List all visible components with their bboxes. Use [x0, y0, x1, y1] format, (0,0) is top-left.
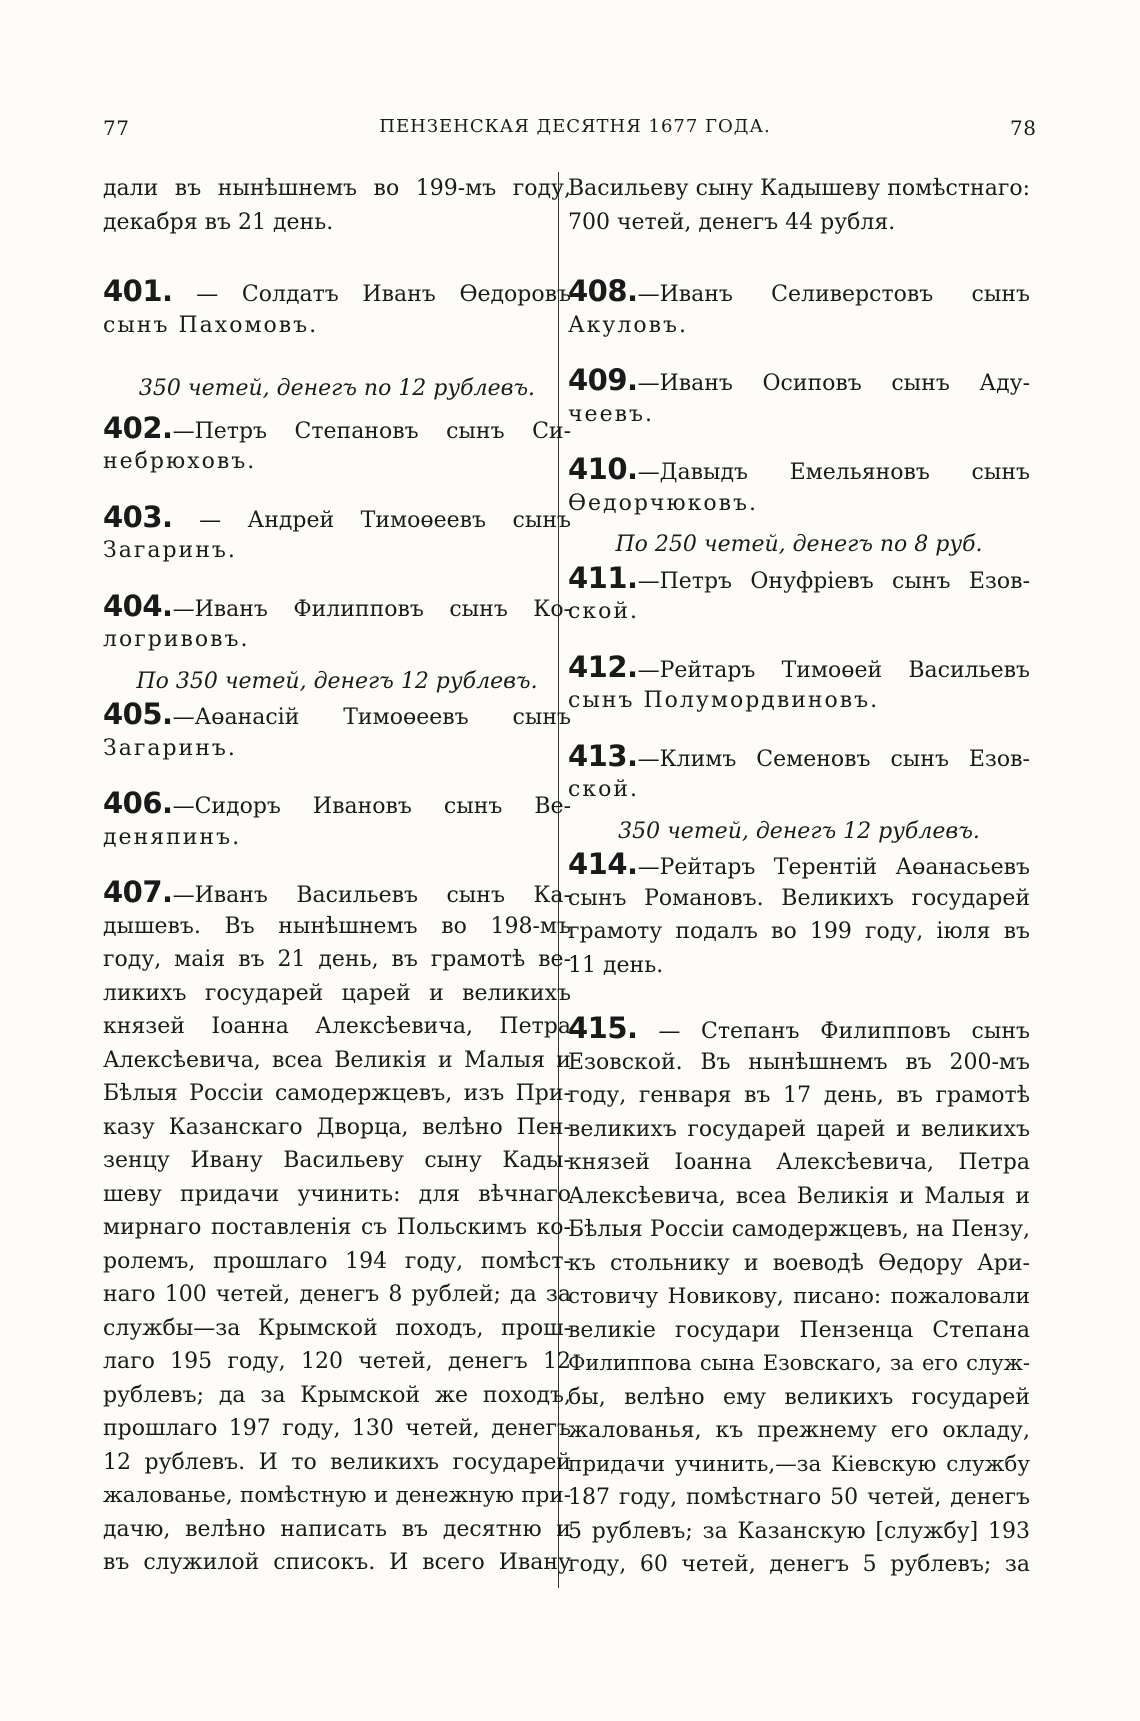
entry-text: грамоту подалъ во 199 году, іюля въ [568, 919, 1030, 944]
section-heading: По 350 четей, денегъ 12 рублевъ. [136, 668, 538, 694]
entry-text: логривовъ. [103, 627, 250, 652]
entry-text: Өедорчюковъ. [568, 490, 758, 516]
entry-412 [568, 651, 1030, 718]
entry-text: сынъ Полумордвиновъ. [568, 688, 880, 713]
entry-text: деняпинъ. [103, 824, 242, 850]
entry-text: къ стольнику и воеводѣ Өедору Ари- [568, 1250, 1030, 1276]
entry-number: 402. [103, 410, 173, 445]
entry-text: —Иванъ Филипповъ сынъ Ко- [172, 596, 571, 622]
entry-text: —Рейтаръ Терентій Аөанасьевъ [637, 855, 1030, 880]
entry-401 [103, 275, 571, 342]
entry-text: 187 году, помѣстнаго 50 четей, денегъ [568, 1485, 1030, 1510]
entry-text: ской. [568, 599, 639, 624]
left-column [103, 172, 571, 1580]
text-line: Васильеву сыну Кадышеву помѣстнаго: [568, 176, 1030, 201]
entry-number: 415. [568, 1011, 638, 1045]
entry-number: 405. [103, 697, 173, 731]
entry-text: князей Іоанна Алексѣевича, Петра [103, 1014, 571, 1039]
entry-text: Загаринъ. [103, 735, 237, 761]
entry-text: мирнаго поставленія съ Польскимъ ко- [103, 1215, 571, 1240]
entry-text: сынъ Романовъ. Великихъ государей [568, 885, 1030, 911]
entry-text: —Петръ Степановъ сынъ Си- [172, 418, 571, 444]
entry-410 [568, 453, 1030, 520]
entry-text: службы—за Крымской походъ, прош- [103, 1315, 571, 1341]
entry-402 [103, 412, 571, 479]
entry-413 [568, 740, 1030, 807]
section-heading: 350 четей, денегъ 12 рублевъ. [618, 818, 980, 844]
entry-text: ликихъ государей царей и великихъ [103, 980, 571, 1006]
entry-text: бы, велѣно ему великихъ государей [568, 1384, 1030, 1410]
entry-text: —Сидоръ Ивановъ сынъ Ве- [172, 794, 571, 819]
entry-text: жалованья, къ прежнему его окладу, [568, 1418, 1030, 1443]
entry-407 [103, 876, 571, 1580]
entry-text: наго 100 четей, денегъ 8 рублей; да за [103, 1282, 571, 1307]
entry-number: 406. [103, 786, 173, 820]
entry-text: —Иванъ Васильевъ сынъ Ка- [172, 883, 571, 908]
entry-text: —Давыдъ Емельяновъ сынъ [637, 460, 1030, 485]
entry-text: ской. [568, 777, 639, 802]
entry-text: стовичу Новикову, писано: пожаловали [568, 1284, 1030, 1309]
entry-text: —Иванъ Селиверстовъ сынъ [637, 282, 1030, 307]
entry-number: 408. [568, 274, 638, 308]
entry-text: —Петръ Онуфріевъ сынъ Езов- [637, 568, 1030, 594]
entry-text: Бѣлыя Россіи самодержцевъ, на Пензу, [568, 1217, 1030, 1242]
entry-text: въ служилой списокъ. И всего Ивану [103, 1550, 571, 1575]
entry-text: году, 60 четей, денегъ 5 рублевъ; за [568, 1552, 1030, 1577]
entry-text: шеву придачи учинить: для вѣчнаго [103, 1181, 571, 1207]
entry-text: Акуловъ. [568, 312, 688, 338]
entry-text: Алексѣевича, всеа Великія и Малыя и [568, 1183, 1030, 1209]
entry-text: лаго 195 году, 120 четей, денегъ 12 [103, 1349, 571, 1374]
text-line: декабря въ 21 день. [103, 209, 334, 235]
entry-409 [568, 364, 1030, 431]
entry-text: дачю, велѣно написать въ десятню и [103, 1516, 571, 1542]
entry-text: —Климъ Семеновъ сынъ Езов- [637, 746, 1030, 772]
entry-text: — Солдатъ Иванъ Өедоровъ [196, 282, 571, 307]
entry-number: 410. [568, 452, 638, 486]
entry-text: чеевъ. [568, 401, 654, 427]
entry-414 [568, 848, 1030, 982]
entry-404 [103, 590, 571, 657]
entry-number: 401. [103, 274, 173, 308]
section-heading: 350 четей, денегъ по 12 рублевъ. [138, 376, 536, 401]
entry-406 [103, 787, 571, 854]
entry-text: Филиппова сына Езовскаго, за его служ- [568, 1351, 1030, 1375]
entry-text: году, генваря въ 17 день, въ грамотѣ [568, 1083, 1030, 1108]
entry-number: 411. [568, 560, 638, 595]
entry-number: 412. [568, 649, 638, 684]
entry-text: великихъ государей царей и великихъ [568, 1116, 1030, 1142]
entry-text: дышевъ. Въ нынѣшнемъ во 198-мъ [103, 913, 571, 939]
entry-text: Алексѣевича, всеа Великія и Малыя и [103, 1047, 571, 1073]
entry-text: — Андрей Тимоөеевъ сынъ [199, 507, 572, 533]
entry-415 [568, 1012, 1030, 1582]
entry-text: году, маія въ 21 день, въ грамотѣ ве- [103, 947, 571, 972]
entry-text: 12 рублевъ. И то великихъ государей [103, 1449, 571, 1475]
entry-text: жалованье, помѣстную и денежную при- [103, 1483, 571, 1508]
entry-text: 5 рублевъ; за Казанскую [службу] 193 [568, 1518, 1030, 1544]
entry-number: 404. [103, 588, 173, 623]
entry-number: 409. [568, 363, 638, 397]
entry-text: зенцу Ивану Васильеву сыну Кады- [103, 1148, 571, 1173]
entry-text: Загаринъ. [103, 538, 237, 563]
entry-text: — Степанъ Филипповъ сынъ [658, 1019, 1031, 1044]
entry-text: великіе государи Пензенца Степана [568, 1317, 1030, 1343]
entry-text: —Аөанасій Тимоөеевъ сынъ [172, 705, 571, 730]
page-number-right: 78 [1010, 116, 1037, 140]
entry-text: рублевъ; да за Крымской же походъ, [103, 1382, 571, 1408]
text-line: дали въ нынѣшнемъ во 199-мъ году, [103, 176, 571, 201]
running-title: ПЕНЗЕНСКАЯ ДЕСЯТНЯ 1677 ГОДА. [379, 116, 771, 137]
entry-text: небрюховъ. [103, 449, 257, 474]
entry-text: Езовской. Въ нынѣшнемъ въ 200-мъ [568, 1049, 1030, 1075]
right-column [568, 172, 1030, 1582]
entry-403 [103, 501, 571, 568]
section-heading: По 250 четей, денегъ по 8 руб. [615, 532, 983, 557]
entry-text: казу Казанскаго Дворца, велѣно Пен- [103, 1114, 571, 1140]
entry-text: —Рейтаръ Тимоөей Васильевъ [637, 657, 1030, 683]
entry-411 [568, 562, 1030, 629]
entry-number: 407. [103, 875, 173, 909]
page-number-left: 77 [103, 116, 130, 140]
entry-text: сынъ Пахомовъ. [103, 312, 319, 338]
entry-text: придачи учинить,—за Кіевскую службу [568, 1451, 1030, 1477]
text-line: 700 четей, денегъ 44 рубля. [568, 209, 896, 235]
entry-text: князей Іоанна Алексѣевича, Петра [568, 1150, 1030, 1175]
entry-text: ролемъ, прошлаго 194 году, помѣст- [103, 1248, 571, 1274]
entry-405 [103, 698, 571, 765]
entry-number: 413. [568, 738, 638, 773]
entry-408 [568, 275, 1030, 342]
entry-number: 414. [568, 847, 638, 881]
entry-text: —Иванъ Осиповъ сынъ Аду- [637, 371, 1030, 396]
entry-number: 403. [103, 499, 173, 534]
entry-text: 11 день. [568, 952, 664, 978]
entry-text: Бѣлыя Россіи самодержцевъ, изъ При- [103, 1081, 571, 1106]
entry-text: прошлаго 197 году, 130 четей, денегъ [103, 1416, 571, 1441]
